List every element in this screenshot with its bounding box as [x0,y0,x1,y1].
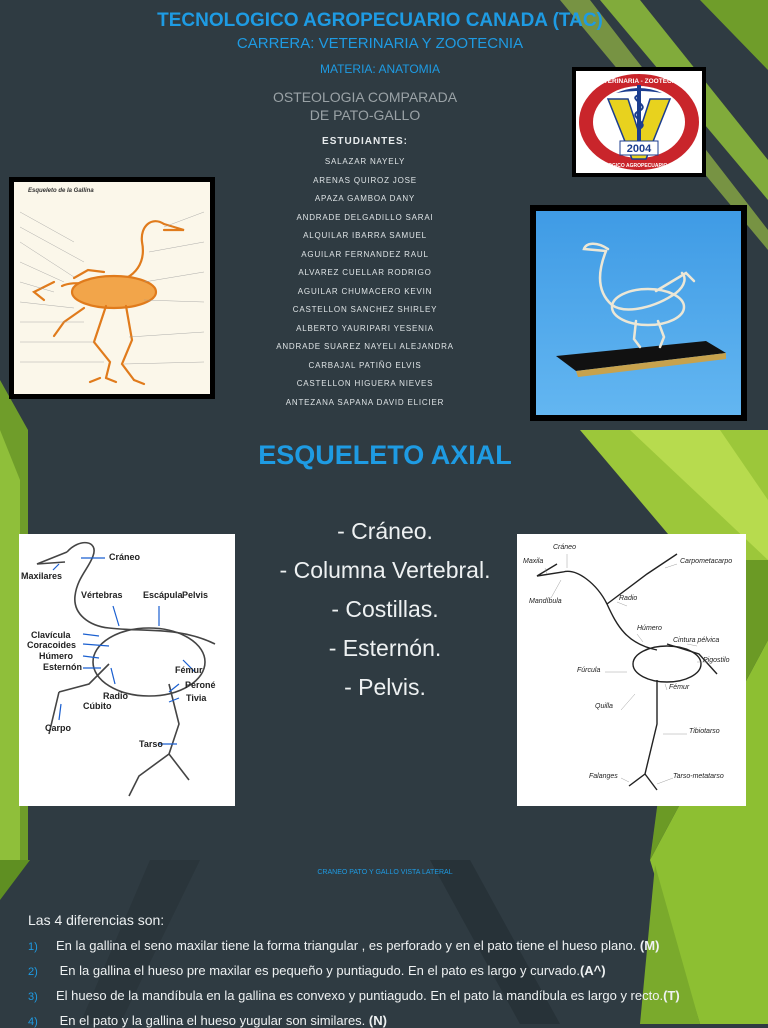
student-name: CASTELLON HIGUERA NIEVES [296,379,434,388]
logo-frame [572,67,706,177]
logo-bottom-text: TECNOLOGICO AGROPECUARIO CANADA [587,163,691,169]
label-maxilares: Maxilares [21,571,63,581]
difference-text: En la gallina el hueso pre maxilar es pequeño y puntiagudo. En el pato es largo y curvado. [56,963,580,978]
hen-diagram-frame [9,177,215,399]
student-name: ALVAREZ CUELLAR RODRIGO [298,268,432,277]
label-radio-right: Radio [619,595,638,602]
student-name: ANTEZANA SAPANA DAVID ELICIER [285,397,445,407]
label-humero: Húmero [39,651,74,661]
label-quilla: Quilla [595,703,613,710]
label-tarso: Tarso [139,739,163,749]
image-caption: CRANEO PATO Y GALLO VISTA LATERAL [317,869,453,876]
topic-title [230,88,500,124]
students-list [240,153,490,412]
label-craneo: Cráneo [109,552,141,562]
list-item: - Cráneo. [337,518,433,544]
list-item: - Pelvis. [344,674,426,700]
label-tibiotarso: Tibiotarso [689,728,720,735]
difference-tag: (M) [639,938,660,953]
axial-skeleton-list [240,512,530,707]
list-item: - Esternón. [328,635,442,661]
difference-item [28,988,680,1003]
difference-text: En la gallina el seno maxilar tiene la forma triangular , es perforado y en el pato tiene el hueso plano. [56,938,637,953]
label-pigostilo: Pigostilo [703,657,730,664]
label-falanges: Falanges [589,773,618,780]
students-heading: ESTUDIANTES: [322,136,408,147]
label-coracoides: Coracoides [27,640,77,650]
difference-number: 3) [28,991,38,1003]
hen-diagram-title: Esqueleto de la Gallina [28,188,94,194]
label-tarso-metatarso: Tarso-metatarso [673,773,724,780]
institution-title: TECNOLOGICO AGROPECUARIO CANADA (TAC) [157,10,603,31]
difference-tag: (A^) [579,963,606,978]
career-subtitle: CARRERA: VETERINARIA Y ZOOTECNIA [236,35,524,52]
student-name: APAZA GAMBOA DANY [314,194,416,203]
student-name: SALAZAR NAYELY [324,157,406,166]
label-femur-right: Fémur [669,684,690,691]
logo-card [576,71,702,173]
labeled-skeleton-right [517,534,746,806]
duck-skeleton-photo [536,211,741,415]
difference-number: 1) [28,941,38,953]
student-name: AGUILAR FERNANDEZ RAUL [301,249,429,259]
label-radio: Radio [103,691,129,701]
student-name: AGUILAR CHUMACERO KEVIN [297,286,433,296]
label-carpometacarpo: Carpometacarpo [680,558,733,565]
duck-skeleton-image [536,211,741,415]
vet-logo-emblem [576,71,702,173]
label-humero-right: Húmero [637,625,662,632]
label-perone: Peroné [185,680,216,690]
topic-line-2: DE PATO-GALLO [309,107,421,123]
logo-arc-text: VETERINARIA - ZOOTECNIA [595,78,683,85]
differences-heading: Las 4 diferencias son: [28,912,165,928]
list-item: - Costillas. [331,596,439,622]
topic-line-1: OSTEOLOGIA COMPARADA [272,89,458,105]
student-name: CARBAJAL PATIÑO ELVIS [308,360,422,370]
label-escapula: Escápula [143,590,183,600]
list-item: - Columna Vertebral. [279,557,491,583]
label-pelvis: Pelvis [182,590,209,600]
section-title: ESQUELETO AXIAL [258,440,512,470]
difference-text: En el pato y la gallina el hueso yugular son similares. [56,1013,366,1028]
labeled-skeleton-left [19,534,235,806]
student-name: ANDRADE DELGADILLO SARAI [296,212,434,222]
label-maxila: Maxila [523,558,544,565]
label-femur: Fémur [175,665,203,675]
label-craneo-right: Cráneo [553,544,576,551]
label-cubito: Cúbito [83,701,112,711]
difference-number: 4) [28,1016,38,1028]
label-vertebras: Vértebras [81,590,123,600]
student-name: ANDRADE SUAREZ NAYELI ALEJANDRA [276,342,454,351]
label-clavicula: Clavícula [31,630,71,640]
difference-number: 2) [28,966,38,978]
student-name: ARENAS QUIROZ JOSE [313,175,417,185]
subject-label: MATERIA: ANATOMIA [319,62,441,76]
student-name: ALQUILAR IBARRA SAMUEL [303,231,427,240]
difference-tag: (T) [663,988,680,1003]
difference-text: El hueso de la mandíbula en la gallina es convexo y puntiagudo. En el pato la mandíbula es largo y recto. [56,988,664,1003]
difference-item [28,963,606,978]
difference-item [28,938,659,953]
label-carpo: Carpo [45,723,72,733]
difference-item [28,1013,387,1028]
hen-diagram [14,182,210,394]
difference-tag: (N) [368,1013,387,1028]
student-name: ALBERTO YAURIPARI YESENIA [296,323,434,333]
hen-skeleton-illustration [14,182,210,394]
label-tivia: Tivia [186,693,207,703]
student-name: CASTELLON SANCHEZ SHIRLEY [292,305,438,314]
duck-photo-frame [530,205,747,421]
label-cintura-pelvica: Cintura pélvica [673,637,720,644]
label-furcula: Fúrcula [577,667,601,674]
label-mandibula: Mandíbula [529,598,562,605]
label-esternon: Esternón [43,662,83,672]
logo-year: 2004 [626,143,652,155]
bird-skeleton-illustration-right [517,534,746,806]
